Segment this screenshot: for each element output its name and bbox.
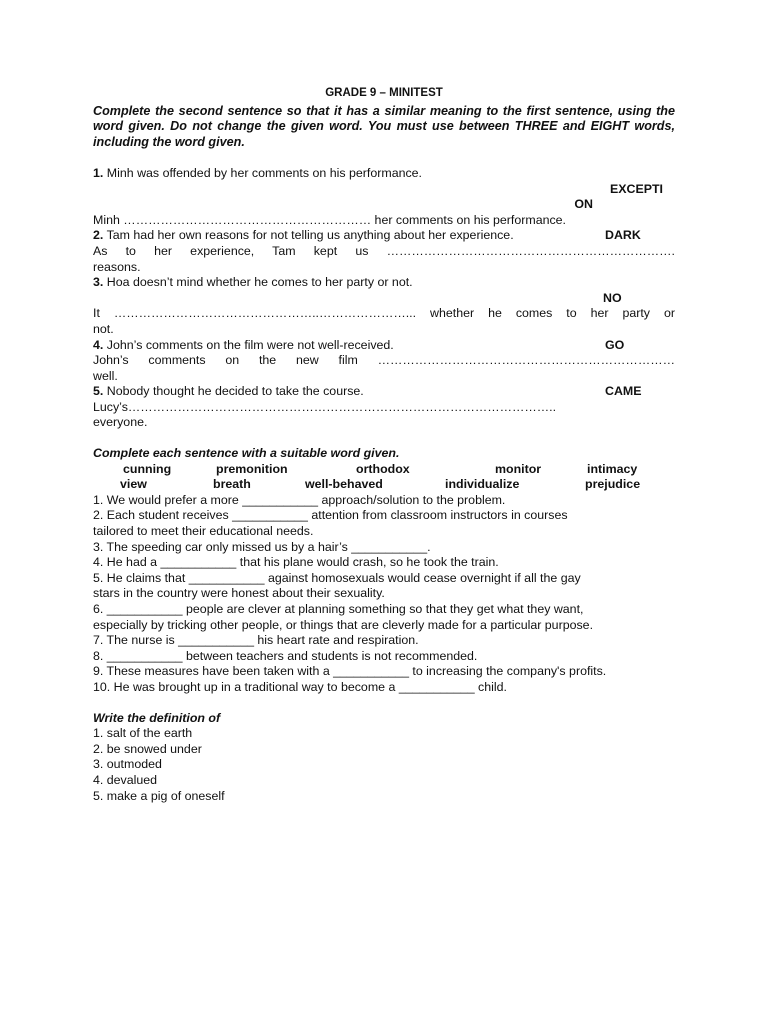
question-text: Minh was offended by her comments on his performance. bbox=[106, 165, 423, 180]
question-1-answer-line[interactable]: Minh …………………………………………………… her comments on his performance. bbox=[93, 212, 567, 227]
question-number: 3. bbox=[93, 275, 104, 290]
keyword-go: GO bbox=[605, 337, 625, 352]
spacer bbox=[93, 431, 675, 446]
word-bank-item: prejudice bbox=[585, 477, 641, 492]
word-bank-item: intimacy bbox=[587, 461, 638, 476]
word-bank-row-2 bbox=[93, 477, 675, 493]
spacer bbox=[93, 151, 675, 166]
exercise-line: tailored to meet their educational needs. bbox=[93, 524, 314, 539]
word-bank-item: orthodox bbox=[356, 461, 410, 476]
question-4-answer-line[interactable]: John’s comments on the new film ……………………………………………………………… bbox=[93, 353, 675, 368]
keyword-dark: DARK bbox=[605, 228, 641, 243]
exercise-line: 3. The speeding car only missed us by a hair’s ___________. bbox=[93, 539, 431, 554]
question-5-answer-end: everyone. bbox=[93, 415, 148, 430]
question-number: 4. bbox=[93, 337, 104, 352]
question-3-answer-end: not. bbox=[93, 321, 114, 336]
definition-item: 3. outmoded bbox=[93, 757, 162, 772]
exercise-line: 1. We would prefer a more ___________ approach/solution to the problem. bbox=[93, 492, 506, 507]
section1-instruction: Complete the second sentence so that it has a similar meaning to the first sentence, using the word given. Do not change the given word. You must use between THREE and EIGHT words, including the word given. bbox=[93, 103, 675, 150]
question-number: 2. bbox=[93, 228, 104, 243]
section2-instruction: Complete each sentence with a suitable word given. bbox=[93, 446, 400, 461]
question-5-prompt bbox=[93, 384, 675, 400]
exercise-line: stars in the country were honest about their sexuality. bbox=[93, 586, 385, 601]
question-1-prompt bbox=[93, 166, 675, 182]
question-2-prompt bbox=[93, 228, 675, 244]
question-3-answer-line[interactable]: It …………………………………………..…………………... whether he comes to her party or bbox=[93, 306, 675, 321]
definition-item: 4. devalued bbox=[93, 772, 158, 787]
exercise-line: especially by tricking other people, or things that are cleverly made for a particular purpose. bbox=[93, 617, 594, 632]
question-text: Hoa doesn’t mind whether he comes to her party or not. bbox=[106, 275, 413, 290]
question-text: Tam had her own reasons for not telling us anything about her experience. bbox=[106, 228, 514, 243]
spacer bbox=[93, 696, 675, 711]
question-2-answer-line[interactable]: As to her experience, Tam kept us ……………………………………………………………. bbox=[93, 243, 675, 258]
question-text: Nobody thought he decided to take the course. bbox=[106, 384, 364, 399]
question-5-answer-line[interactable]: Lucy’s………………………………………………………………………………………….. bbox=[93, 399, 557, 414]
definition-item: 1. salt of the earth bbox=[93, 726, 193, 741]
exercise-line: 9. These measures have been taken with a ___________ to increasing the company's profits. bbox=[93, 664, 607, 679]
question-number: 5. bbox=[93, 384, 104, 399]
exercise-line: 5. He claims that ___________ against homosexuals would cease overnight if all the gay bbox=[93, 570, 581, 585]
exercise-line: 7. The nurse is ___________ his heart rate and respiration. bbox=[93, 633, 419, 648]
keyword-came: CAME bbox=[605, 384, 642, 399]
word-bank-row-1 bbox=[93, 462, 675, 478]
exercise-line: 4. He had a ___________ that his plane would crash, so he took the train. bbox=[93, 555, 499, 570]
question-text: John’s comments on the film were not well-received. bbox=[106, 337, 394, 352]
question-2-answer-end: reasons. bbox=[93, 259, 141, 274]
keyword-exception-part1: EXCEPTI bbox=[609, 181, 663, 196]
keyword-exception-part2: ON bbox=[574, 197, 593, 212]
exercise-line: 8. ___________ between teachers and students is not recommended. bbox=[93, 648, 478, 663]
definition-item: 2. be snowed under bbox=[93, 741, 202, 756]
page-title: GRADE 9 – MINITEST bbox=[325, 87, 443, 99]
question-3-prompt bbox=[93, 275, 675, 291]
word-bank-item: monitor bbox=[495, 461, 542, 476]
question-number: 1. bbox=[93, 165, 104, 180]
definition-item: 5. make a pig of oneself bbox=[93, 788, 225, 803]
word-bank-item: individualize bbox=[445, 477, 520, 492]
section3-instruction: Write the definition of bbox=[93, 710, 221, 725]
word-bank-item: cunning bbox=[123, 461, 172, 476]
worksheet-page bbox=[93, 86, 675, 804]
question-4-prompt bbox=[93, 338, 675, 354]
word-bank-item: well-behaved bbox=[305, 477, 383, 492]
exercise-line: 6. ___________ people are clever at planning something so that they get what they want, bbox=[93, 602, 584, 617]
exercise-line: 10. He was brought up in a traditional way to become a ___________ child. bbox=[93, 679, 507, 694]
exercise-line: 2. Each student receives ___________ attention from classroom instructors in courses bbox=[93, 508, 568, 523]
question-4-answer-end: well. bbox=[93, 368, 118, 383]
word-bank-item: breath bbox=[213, 477, 251, 492]
keyword-no: NO bbox=[603, 290, 622, 305]
word-bank-item: view bbox=[120, 477, 147, 492]
word-bank-item: premonition bbox=[216, 461, 288, 476]
